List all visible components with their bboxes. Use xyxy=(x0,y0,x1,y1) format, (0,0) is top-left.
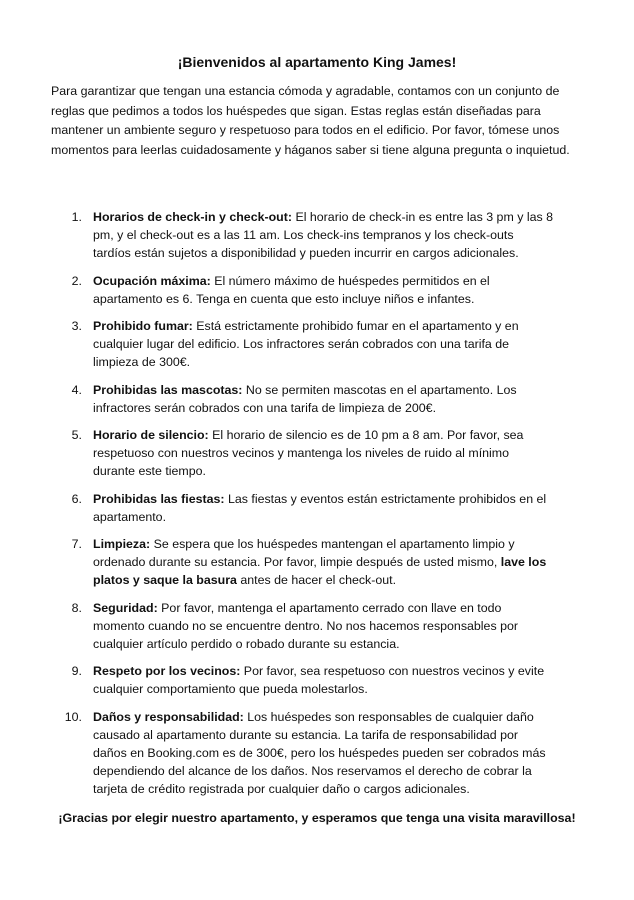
rule-number: 9. xyxy=(71,664,82,679)
rule-number: 1. xyxy=(71,210,82,224)
document-title: ¡Bienvenidos al apartamento King James! xyxy=(177,54,457,70)
rule-number: 4. xyxy=(71,382,82,397)
rule-heading: Seguridad: xyxy=(93,600,158,615)
rule-item-1 xyxy=(0,208,553,263)
rule-item-8 xyxy=(0,599,553,654)
rule-number: 10. xyxy=(64,709,82,724)
rule-text: Los huéspedes son responsables de cualquier daño causado al apartamento durante su estancia. La tarifa de responsabilidad por daños en Booking.com es de 300€, pero los huéspedes pueden ser cobrados más dependiendo del alcance de los daños. Nos reservamos el derecho de cobrar la tarjeta de crédito registrada por cualquier daño o cargos adicionales. xyxy=(93,709,546,797)
rule-item-6 xyxy=(0,490,553,526)
rule-text: No se permiten mascotas en el apartamento. Los infractores serán cobrados con una tarifa de limpieza de 200€. xyxy=(93,382,517,415)
rule-item-4 xyxy=(0,381,553,417)
rule-number: 7. xyxy=(71,537,82,552)
rule-heading: Horarios de check-in y check-out: xyxy=(93,210,292,224)
rules-list xyxy=(0,208,634,808)
rule-text: Se espera que los huéspedes mantengan el apartamento limpio y ordenado durante su estancia. Por favor, limpie después de usted mismo, xyxy=(93,537,515,570)
closing-message: ¡Gracias por elegir nuestro apartamento, y esperamos que tenga una visita maravillosa! xyxy=(58,811,576,825)
rule-item-2 xyxy=(0,272,553,308)
rule-number: 6. xyxy=(71,491,82,506)
rule-heading: Prohibido fumar: xyxy=(93,319,193,334)
rule-number: 8. xyxy=(71,600,82,615)
rule-text: Por favor, sea respetuoso con nuestros vecinos y evite cualquier comportamiento que pueda molestarlos. xyxy=(93,664,545,697)
rule-heading: Daños y responsabilidad: xyxy=(93,709,244,724)
rule-item-7 xyxy=(0,535,553,590)
rule-bold-text: lave los platos y saque la basura xyxy=(93,555,547,588)
rule-item-3 xyxy=(0,317,553,372)
rule-text: Por favor, mantenga el apartamento cerrado con llave en todo momento cuando no se encuentre dentro. No nos hacemos responsables por cualquier artículo perdido o robado durante su estancia. xyxy=(93,600,518,652)
rule-item-5 xyxy=(0,426,553,481)
rule-heading: Respeto por los vecinos: xyxy=(93,664,241,679)
rule-heading: Prohibidas las mascotas: xyxy=(93,382,243,397)
rule-text: Las fiestas y eventos están estrictamente prohibidos en el apartamento. xyxy=(93,491,547,524)
rule-text: El número máximo de huéspedes permitidos en el apartamento es 6. Tenga en cuenta que esto incluye niños e infantes. xyxy=(93,273,490,306)
intro-paragraph: Para garantizar que tengan una estancia cómoda y agradable, contamos con un conjunto de reglas que pedimos a todos los huéspedes que sigan. Estas reglas están diseñadas para mantener un ambiente seguro y respetuoso para todos en el edificio. Por favor, tómese unos momentos para leerlas cuidadosamente y háganos saber si tiene alguna pregunta o inquietud. xyxy=(51,84,570,157)
rule-text-after: antes de hacer el check-out. xyxy=(236,573,397,588)
rule-number: 2. xyxy=(71,273,82,288)
rule-number: 5. xyxy=(71,428,82,443)
rule-text: El horario de silencio es de 10 pm a 8 am. Por favor, sea respetuoso con nuestros vecinos y mantenga los niveles de ruido al mínimo durante este tiempo. xyxy=(93,428,524,479)
rule-heading: Limpieza: xyxy=(93,537,151,552)
rule-text: Está estrictamente prohibido fumar en el apartamento y en cualquier lugar del edificio. Los infractores serán cobrados con una tarifa de limpieza de 300€. xyxy=(93,319,519,370)
rule-text: El horario de check-in es entre las 3 pm y las 8 pm, y el check-out es a las 11 am. Los check-ins tempranos y los check-outs tardíos están sujetos a disponibilidad y pueden incurrir en cargos adicionales. xyxy=(93,210,554,261)
rule-item-10 xyxy=(0,708,553,799)
rule-number: 3. xyxy=(71,319,82,334)
rule-heading: Ocupación máxima: xyxy=(93,273,211,288)
rule-heading: Prohibidas las fiestas: xyxy=(93,491,225,506)
rule-item-9 xyxy=(0,662,553,698)
rule-heading: Horario de silencio: xyxy=(93,428,209,443)
